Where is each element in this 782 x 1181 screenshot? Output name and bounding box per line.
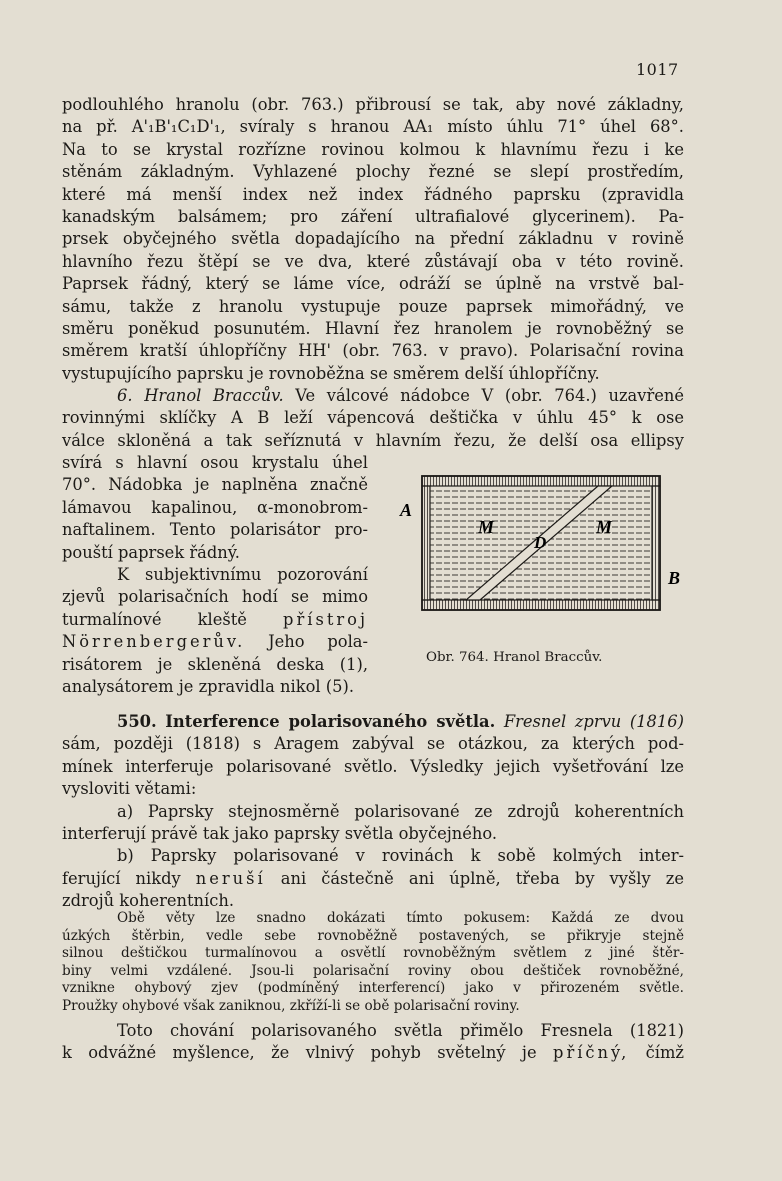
text-line: rovinnými sklíčky A B leží vápencová deštička v úhlu 45° k ose (62, 408, 684, 428)
experiment-paragraph (62, 910, 684, 1016)
text-line: sám, později (1818) s Aragem zabýval se otázkou, za kterých pod- (62, 734, 684, 754)
text-line: prsek obyčejného světla dopadajícího na přední základnu v rovině (62, 229, 684, 249)
figure-label-m-left: M (478, 517, 495, 537)
text-line: Nörrenbergerův. Jeho pola- (62, 632, 368, 652)
figure-caption: Obr. 764. Hranol Braccův. (426, 650, 603, 665)
text-line: K subjektivnímu pozorování (117, 565, 368, 584)
text-line: směru poněkud posunutém. Hlavní řez hranolem je rovnoběžný se (62, 319, 684, 339)
text-line: b) Paprsky polarisované v rovinách k sobě kolmých inter- (117, 846, 684, 866)
text-line: Obě věty lze snadno dokázati tímto pokusem: Každá ze dvou (117, 910, 684, 926)
text-line: válce skloněná a tak seříznutá v hlavním řezu, že delší osa ellipsy (62, 430, 684, 450)
text-line: vysloviti větami: (62, 779, 197, 799)
text-line: biny velmi vzdálené. Jsou-li polarisační roviny obou deštiček rovnoběžné, (62, 962, 684, 979)
bracc-title: Hranol Braccův. (144, 386, 284, 405)
text-line: turmalínové kleště přístroj (62, 609, 368, 629)
text-line: 6. Hranol Braccův. Ve válcové nádobce V (obr. 764.) uzavřené (117, 386, 684, 405)
figure-label-d: D (534, 533, 547, 552)
text-line: podlouhlého hranolu (obr. 763.) přibrousí se tak, aby nové základny, (62, 95, 684, 114)
text-line: a) Paprsky stejnosměrně polarisované ze zdrojů koherentních (117, 801, 684, 821)
figure-label-b: B (668, 568, 681, 588)
text-line: Toto chování polarisovaného světla přimělo Fresnela (1821) (117, 1021, 684, 1040)
bracc-paragraph (62, 385, 684, 452)
text-line: vznikne ohybový zjev (podmíněný interferencí) jako v přirozeném světle. (62, 980, 684, 997)
text-line: zjevů polarisačních hodí se mimo (62, 587, 368, 607)
page-number: 1017 (636, 60, 679, 79)
text-line: Proužky ohybové však zaniknou, zkříží-li se obě polarisační roviny. (62, 997, 520, 1014)
text-line: Paprsek řádný, který se láme více, odráží se úplně na vrstvě bal- (62, 274, 684, 294)
bracc-number: 6. (117, 386, 133, 405)
text-line: Na to se krystal rozřízne rovinou kolmou k hlavnímu řezu i ke (62, 139, 684, 159)
text-line: 550. Interference polarisovaného světla. Fresnel zprvu (1816) (117, 712, 684, 731)
text-line: vystupujícího paprsku je rovnoběžna se směrem delší úhlopříčny. (62, 363, 600, 383)
text-line: interferují právě tak jako paprsky světla obyčejného. (62, 824, 498, 844)
figure-label-m-right: M (596, 517, 613, 537)
text-line: sámu, takže z hranolu vystupuje pouze paprsek mimořádný, ve (62, 296, 684, 316)
top-paragraph (62, 94, 684, 385)
text-line: zdrojů koherentních. (62, 891, 235, 911)
text-line: na př. A'₁B'₁C₁D'₁, svíraly s hranou AA₁ místo úhlu 71° úhel 68°. (62, 117, 684, 137)
figure-label-a: A (400, 500, 413, 520)
text-line: naftalinem. Tento polarisátor pro- (62, 520, 368, 540)
text-line: risátorem je skleněná deska (1), (62, 654, 368, 674)
text-line: 70°. Nádobka je naplněna značně (62, 475, 368, 495)
text-line: kanadským balsámem; pro záření ultrafialové glycerinem). Pa- (62, 207, 684, 227)
section-heading: Interference polarisovaného světla. (165, 712, 496, 731)
text-line: ferující nikdy neruší ani částečně ani úplně, třeba by vyšly ze (62, 868, 684, 888)
text-line: svírá s hlavní osou krystalu úhel (62, 453, 368, 472)
text-line: silnou deštičkou turmalínovou a osvětlí rovnoběžným světlem z jiné štěr- (62, 945, 684, 962)
text-line: pouští paprsek řádný. (62, 542, 240, 562)
text-line: směrem kratší úhlopříčny HH' (obr. 763. v pravo). Polarisační rovina (62, 341, 684, 361)
bracc-prism-figure (396, 470, 696, 670)
text-line: mínek interferuje polarisované světlo. Výsledky jejich vyšetřování lze (62, 756, 684, 776)
text-line: které má menší index než index řádného paprsku (zpravidla (62, 184, 684, 204)
section-550 (62, 711, 684, 913)
left-column-1 (62, 452, 368, 564)
left-column-2 (62, 564, 368, 698)
text-line: lámavou kapalinou, α-monobrom- (62, 497, 368, 517)
text-line: stěnám základným. Vyhlazené plochy řezné se slepí prostředím, (62, 162, 684, 182)
last-paragraph (62, 1020, 684, 1065)
text-line: hlavního řezu štěpí se ve dva, které zůstávají oba v této rovině. (62, 251, 684, 271)
text-line: k odvážné myšlence, že vlnivý pohyb světelný je příčný, čímž (62, 1043, 684, 1063)
text-line: úzkých štěrbin, vedle sebe rovnoběžně postavených, se přikryje stejně (62, 927, 684, 944)
text-line: analysátorem je zpravidla nikol (5). (62, 677, 354, 697)
section-number: 550. (117, 712, 157, 731)
